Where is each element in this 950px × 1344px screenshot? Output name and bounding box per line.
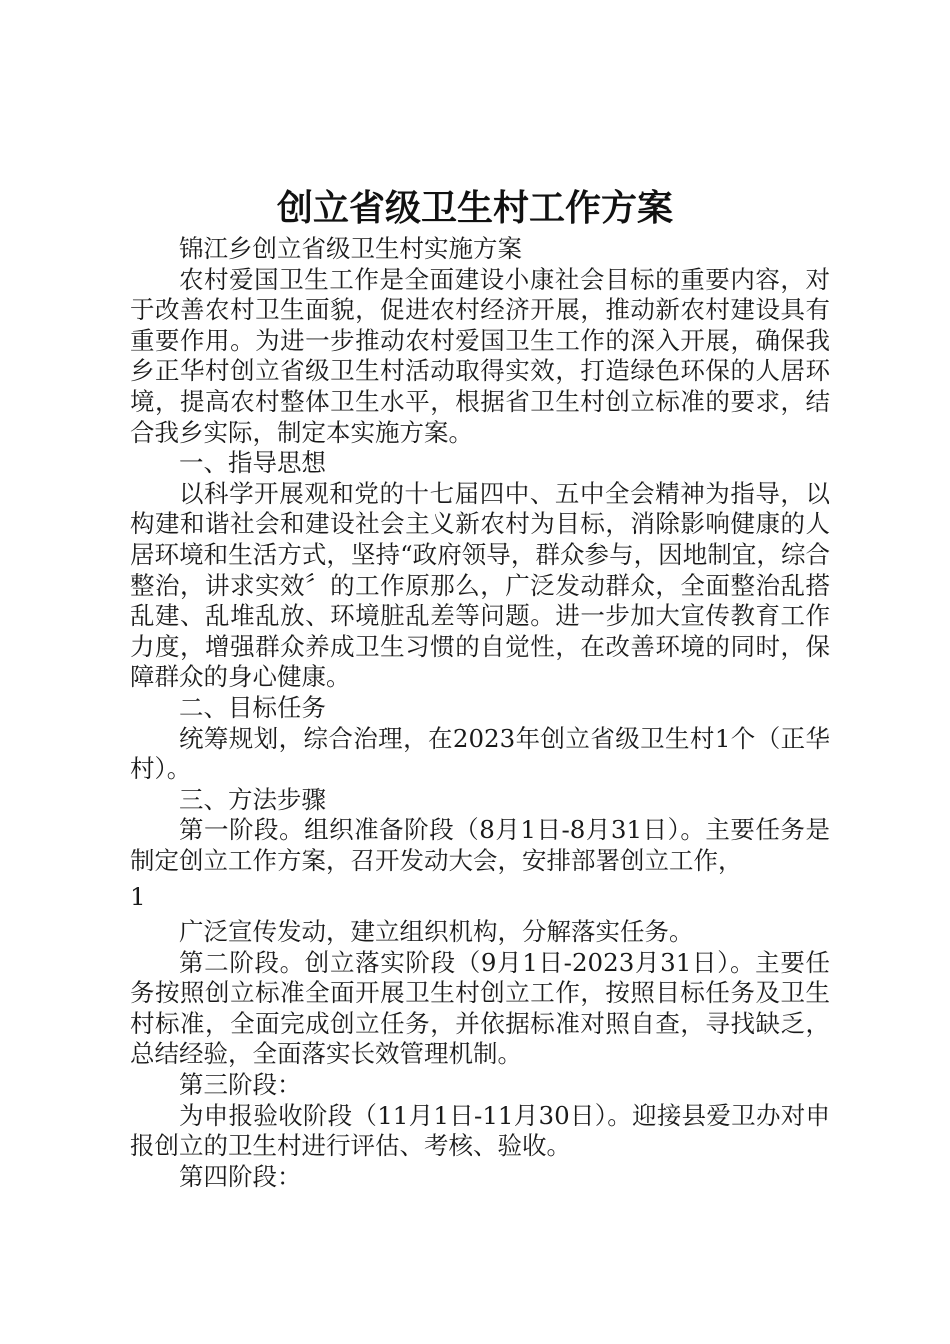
section-heading-goals: 二、目标任务 (179, 692, 326, 722)
document-title: 创立省级卫生村工作方案 (276, 187, 673, 229)
section-heading-guiding-thought: 一、指导思想 (179, 448, 326, 478)
subtitle-paragraph: 锦江乡创立省级卫生村实施方案 (179, 234, 522, 263)
stage-one-continued-paragraph: 广泛宣传发动，建立组织机构，分解落实任务。 (179, 917, 694, 947)
guiding-thought-paragraph: 以科学开展观和党的十七届四中、五中全会精神为指导，以构建和谐社会和建设社会主义新农村为目标，消除影响健康的人居环境和生活方式，坚持“政府领导，群众参与，因地制宜，综合整治，讲求实效〞的工作原那么，广泛发动群众，全面整治乱搭乱建、乱堆乱放、环境脏乱差等问题。进一步加大宣传教育工作力度，增强群众养成卫生习惯的自觉性，在改善环境的同时，保障群众的身心健康。 (130, 478, 830, 692)
section-heading-steps: 三、方法步骤 (179, 784, 326, 814)
stage-one-paragraph: 第一阶段。组织准备阶段（8月1日-8月31日）。主要任务是制定创立工作方案，召开发动大会，安排部署创立工作， (130, 815, 830, 875)
goals-paragraph: 统筹规划，综合治理，在2023年创立省级卫生村1个（正华村）。 (130, 723, 830, 784)
intro-paragraph: 农村爱国卫生工作是全面建设小康社会目标的重要内容，对于改善农村卫生面貌，促进农村经济开展，推动新农村建设具有重要作用。为进一步推动农村爱国卫生工作的深入开展，确保我乡正华村创立省级卫生村活动取得实效，打造绿色环保的人居环境，提高农村整体卫生水平，根据省卫生村创立标准的要求，结合我乡实际，制定本实施方案。 (130, 264, 830, 447)
stage-four-heading: 第四阶段： (179, 1161, 302, 1191)
stage-two-paragraph: 第二阶段。创立落实阶段（9月1日-2023月31日）。主要任务按照创立标准全面开展卫生村创立工作，按照目标任务及卫生村标准，全面完成创立任务，并依据标准对照自查，寻找缺乏，总结经验，全面落实长效管理机制。 (130, 947, 830, 1069)
stage-three-paragraph: 为申报验收阶段（11月1日-11月30日）。迎接县爱卫办对申报创立的卫生村进行评估、考核、验收。 (130, 1100, 830, 1161)
stage-three-heading: 第三阶段： (179, 1070, 302, 1100)
document-body (130, 234, 830, 1192)
page-number: 1 (130, 882, 146, 912)
